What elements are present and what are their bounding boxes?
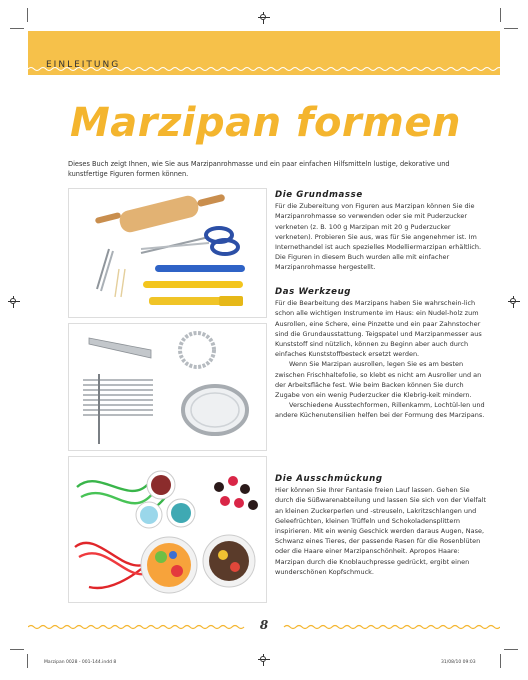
photo-decorations (68, 456, 267, 603)
ridged-comb-icon (83, 372, 153, 444)
registration-mark-top (258, 12, 270, 24)
photo-basic-tools (68, 188, 267, 318)
section-werkzeug (275, 287, 487, 421)
candy-balls-icon (214, 476, 258, 510)
section-paragraph: Verschiedene Ausstechformen, Rillenkamm, Lochtül-len und andere Küchenutensilien helfen bei der Formung des Marzipans. (275, 401, 485, 420)
section-paragraph: Wenn Sie Marzipan ausrollen, legen Sie es am besten zwischen Frischhaltefolie, so klebt es nicht am Ausroller und an der Arbeitsfläche fest. Wie beim Backen können Sie durch Zugabe von ein wenig Puderzucker die Klebrig-keit mindern. (275, 360, 482, 400)
section-heading: Die Grundmasse (275, 190, 363, 200)
registration-mark-right (508, 296, 520, 308)
page-title: Marzipan formen (70, 100, 461, 146)
yellow-spatula-icon (143, 281, 243, 306)
toothpicks-icon (115, 269, 125, 297)
photo-cutting-tools (68, 323, 267, 451)
trim-mark (504, 28, 518, 29)
fluted-cutter-icon (180, 333, 214, 367)
tools-illustration (69, 189, 266, 317)
round-cutter-icon (183, 386, 247, 434)
trim-mark (500, 8, 501, 22)
intro-text: Dieses Buch zeigt Ihnen, wie Sie aus Marzipanrohmasse und ein paar einfachen Hilfsmitteln lustige, dekorative und kunstfertige Figuren formen können. (68, 160, 450, 178)
rainbow-sprinkles-plate-icon (141, 537, 197, 593)
chocolate-sprinkles-plate-icon (203, 535, 255, 587)
tweezers-icon (97, 249, 113, 291)
section-paragraph: Hier können Sie Ihrer Fantasie freien Lauf lassen. Gehen Sie durch die Süßwarenabteilung und lassen Sie sich von der Vielfalt an kleinen Zuckerperlen und -streuseln, Lakritzschlangen und Geleefrüchten, kleinen Trüffeln und Schokoladensplittern inspirieren. Mit ein wenig Geschick werden daraus Augen, Nase, Schwanz eines Tieres, der passende Rasen für die Rosenblüten oder die Haare einer Marzipanschönheit. Apropos Haare: Marzipan durch die Knoblauchpresse gedrückt, ergibt einen wunderschönen Kopfschmuck. (275, 486, 487, 576)
section-paragraph: Für die Zubereitung von Figuren aus Marzipan können Sie die Marzipanrohmasse so verwenden oder sie mit Puderzucker verkneten (z. B. 100 g Marzipan mit 20 g Puderzucker verkneten). Probieren Sie aus, was für Sie angenehmer ist. Im Internethandel ist auch spezielles Modelliermarzipan erhältlich. Die Figuren in diesem Buch wurden alle mit einfacher Marzipanrohmasse hergestellt. (275, 202, 482, 272)
scissors-icon (141, 228, 238, 254)
rolling-pin-icon (95, 194, 226, 235)
piping-nozzle-icon (89, 338, 151, 358)
section-grundmasse (275, 190, 487, 273)
trim-mark (504, 649, 518, 650)
trim-mark (500, 654, 501, 668)
trim-mark (27, 654, 28, 668)
page-number: 8 (259, 618, 269, 632)
trim-mark (10, 649, 24, 650)
blue-spatula-icon (155, 265, 245, 272)
section-heading: Das Werkzeug (275, 287, 352, 297)
cutters-illustration (69, 324, 266, 450)
section-ausschmueckung (275, 474, 487, 577)
registration-mark-left (8, 296, 20, 308)
trim-mark (10, 28, 24, 29)
footer-filename: Marzipan 0028 - 001-144.indd 8 (44, 660, 117, 665)
registration-mark-bottom (258, 654, 270, 666)
trim-mark (27, 8, 28, 22)
section-paragraph: Für die Bearbeitung des Marzipans haben Sie wahrschein-lich schon alle wichtigen Instrumente im Haus: ein Nudel-holz zum Ausrollen, eine Schere, eine Pinzette und ein paar Zahnstocher sind die Grundausstattung. Teigspatel und Marzipanmesser aus Kunststoff sind nützlich, können zu Beginn aber auch durch einfaches Kunststoffbesteck ersetzt werden. (275, 299, 482, 359)
footer-date: 31/08/10 09:03 (441, 660, 476, 665)
section-heading: Die Ausschmückung (275, 474, 383, 484)
decorations-illustration (69, 457, 266, 602)
section-label: EINLEITUNG (46, 60, 121, 70)
